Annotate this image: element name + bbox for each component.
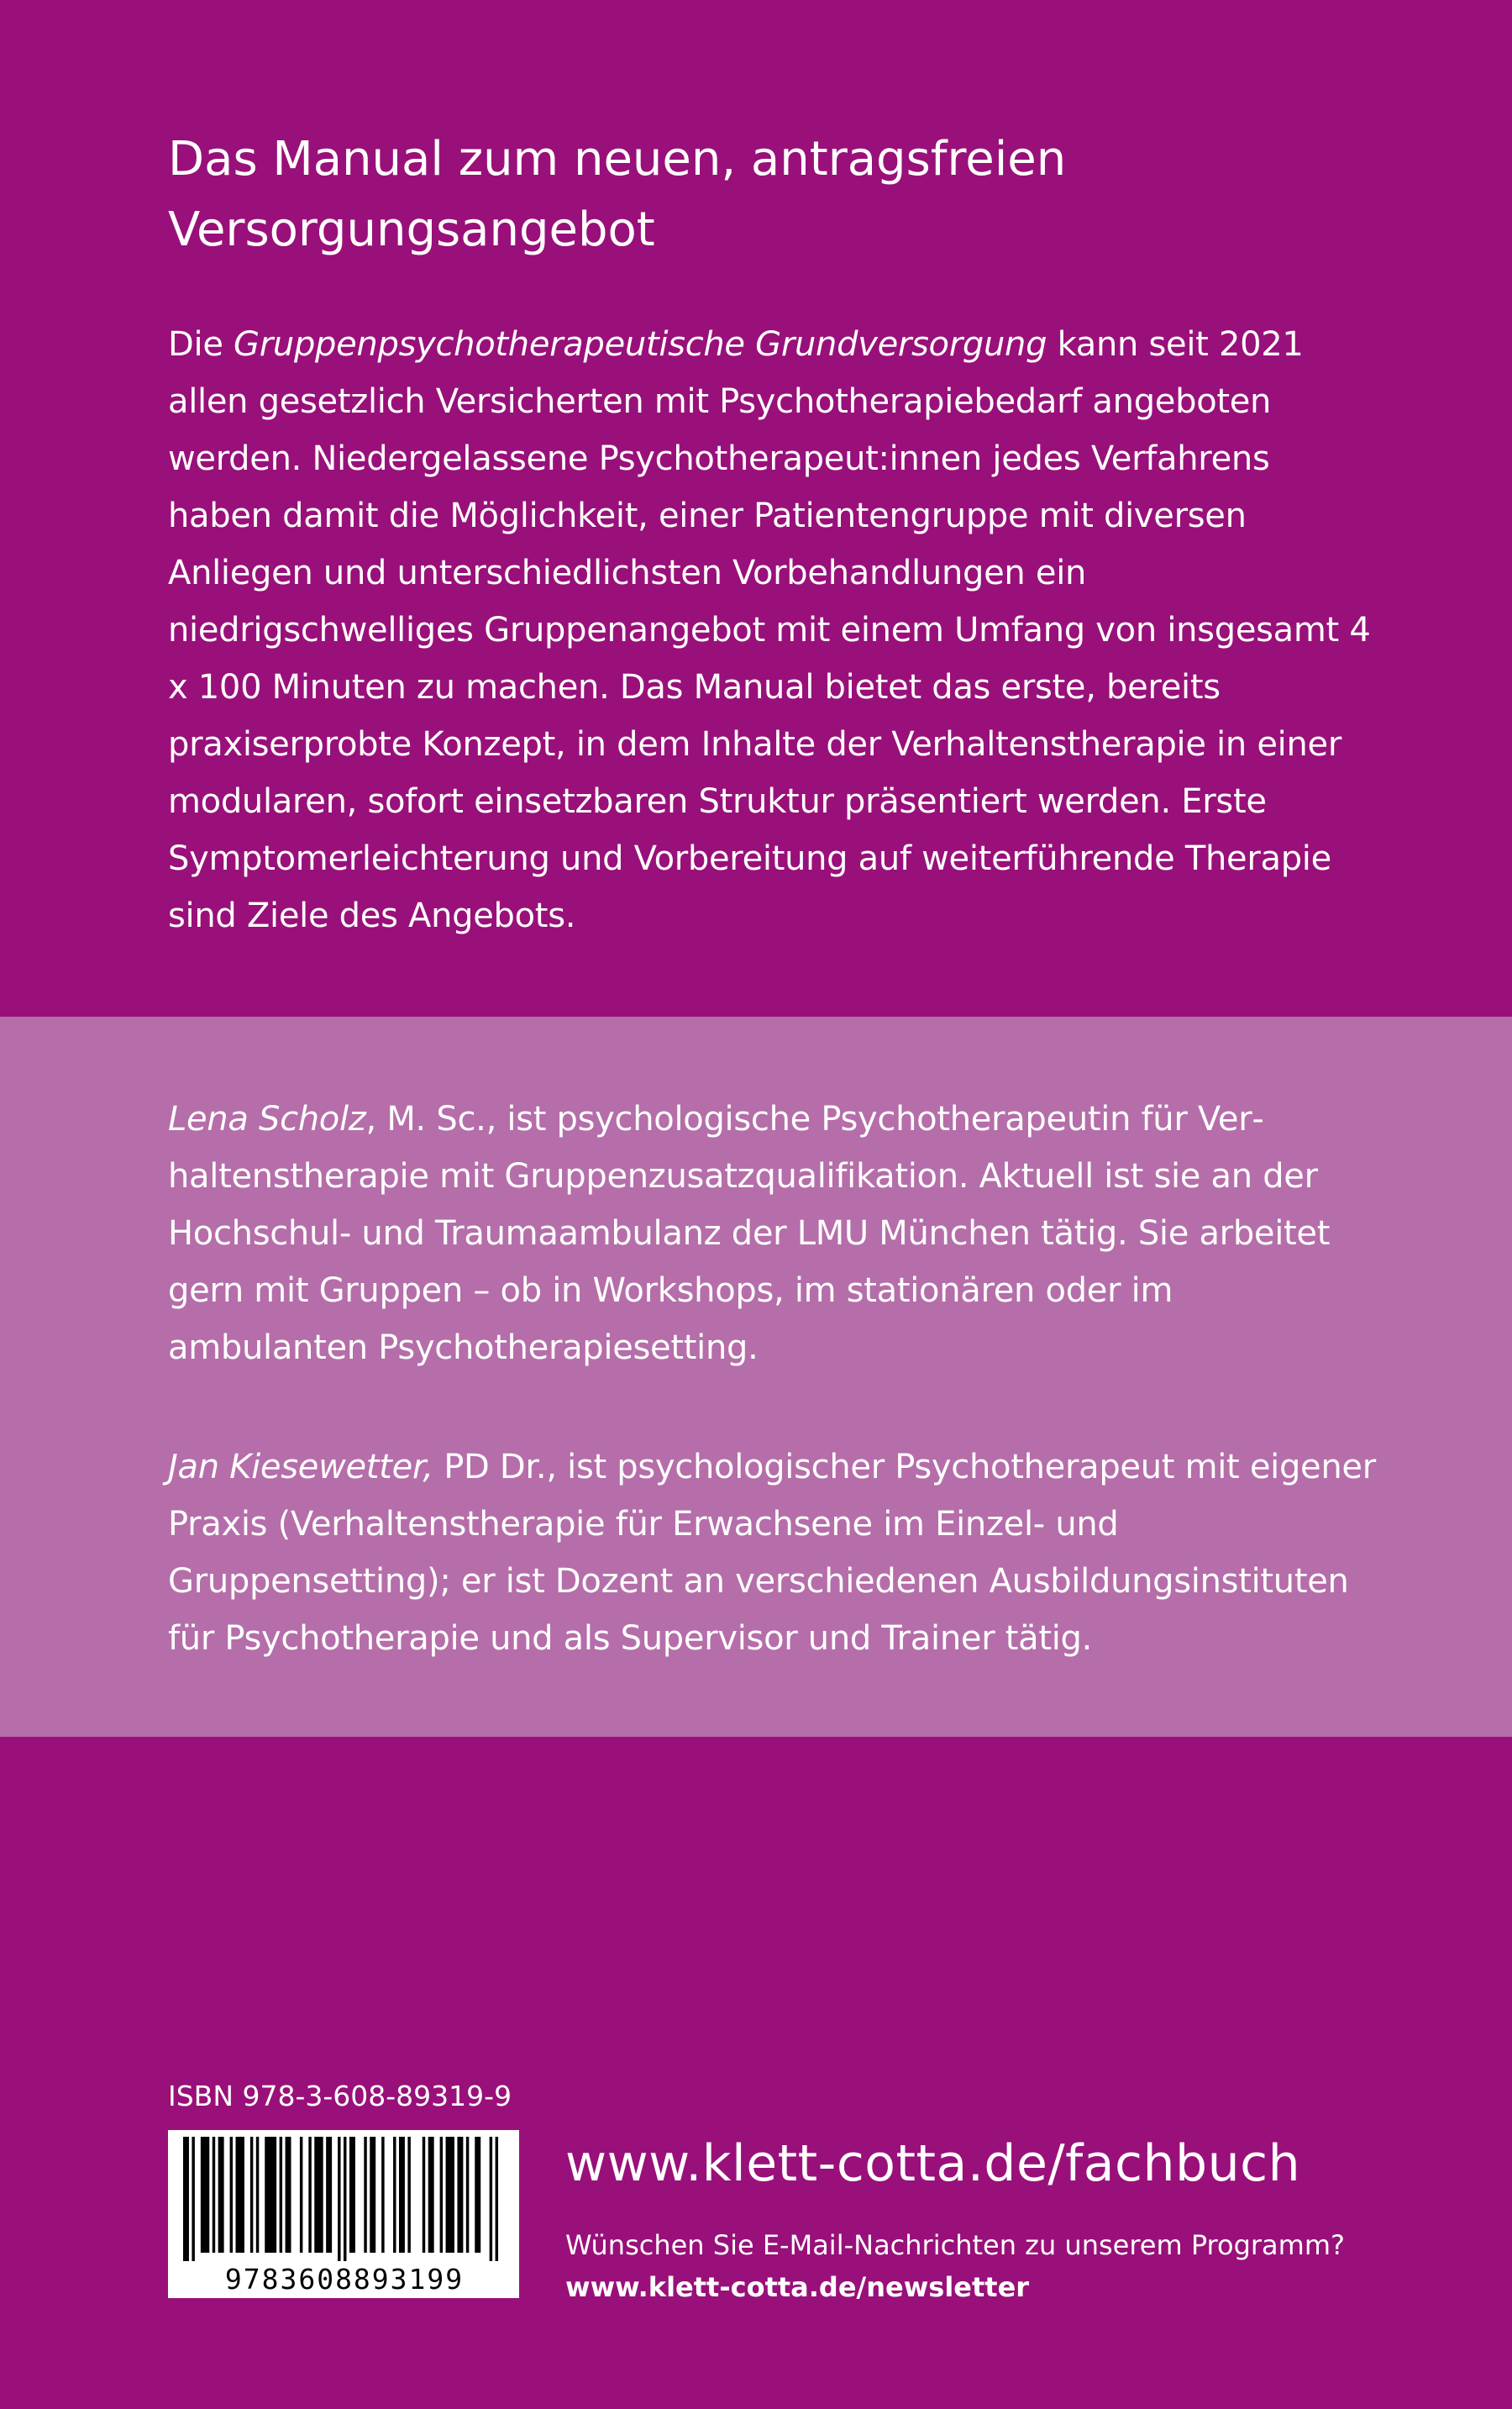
description-italic-term: Gruppenpsychotherapeutische Grundversorgung xyxy=(234,325,1047,364)
barcode-bar xyxy=(349,2137,355,2253)
barcode-bar xyxy=(364,2137,366,2253)
description-prefix: Die xyxy=(168,325,234,364)
barcode-bar xyxy=(250,2137,253,2253)
title-line-2: Versorgungsangebot xyxy=(168,203,655,257)
barcode-bar xyxy=(286,2137,291,2253)
barcode-bar xyxy=(192,2137,194,2261)
barcode-bar xyxy=(457,2137,463,2253)
barcode-bar xyxy=(490,2137,492,2261)
description-body: kann seit 2021 allen gesetzlich Versicherten mit Psychotherapiebedarf angeboten werden. Niedergelassene Psychotherapeut:innen jedes Verfahrens haben damit die Möglichkeit, einer Patientengruppe mit diversen Anliegen und unterschiedlichsten Vorbehandlungen ein niedrigschwelliges Gruppenangebot mit einem Umfang von insgesamt 4 x 100 Minuten zu machen. Das Manual bietet das erste, bereits praxiserprobte Konzept, in dem Inhalte der Verhaltenstherapie in einer modularen, sofort einsetzbaren Struktur präsentiert werden. Erste Symptomerleichterung und Vorbereitung auf weiterführende Therapie sind Ziele des Angebots. xyxy=(168,325,1371,935)
barcode-bar xyxy=(475,2137,480,2253)
title-line-1: Das Manual zum neuen, antragsfreien xyxy=(168,132,1067,187)
barcode-bar xyxy=(407,2137,410,2253)
barcode-bar xyxy=(466,2137,469,2253)
barcode-bar xyxy=(326,2137,332,2253)
barcode-bar xyxy=(399,2137,405,2253)
barcode-bar xyxy=(308,2137,311,2253)
barcode-bar xyxy=(230,2137,233,2253)
barcode-bar xyxy=(201,2137,209,2253)
barcode-bar xyxy=(496,2137,498,2261)
barcode-bar xyxy=(300,2137,302,2253)
barcode-bar xyxy=(218,2137,224,2253)
author-bio-text: PD Dr., ist psychologischer Psychotherapeut mit eigener Praxis (Verhaltenstherapie für Erwachsene im Einzel- und Gruppensetting); er ist Dozent an verschiedenen Ausbildungsinstituten für Psychotherapie und als Supervisor und Trainer tätig. xyxy=(168,1448,1376,1658)
barcode-bar xyxy=(370,2137,375,2253)
barcode-bar xyxy=(280,2137,282,2253)
page-title xyxy=(168,124,1361,266)
barcode-bar xyxy=(344,2137,346,2261)
author-bio-scholz xyxy=(168,1091,1378,1376)
barcode-bar xyxy=(381,2137,384,2253)
barcode-bar xyxy=(338,2137,340,2261)
barcode-bar xyxy=(446,2137,454,2253)
barcode-bar xyxy=(440,2137,443,2253)
barcode-bar xyxy=(314,2137,323,2253)
author-name: Lena Scholz xyxy=(168,1100,366,1139)
newsletter-url[interactable]: www.klett-cotta.de/newsletter xyxy=(565,2271,1030,2303)
barcode-bar xyxy=(265,2137,276,2253)
barcode-bar xyxy=(423,2137,425,2253)
barcode-bar xyxy=(428,2137,434,2253)
author-bio-kiesewetter xyxy=(168,1439,1378,1667)
author-bio-text: , M. Sc., ist psychologische Psychotherapeutin für Verhaltenstherapie mit Gruppenzusatzqualifikation. Aktuell ist sie an der Hochschul- und Traumaambulanz der LMU München tätig. Sie arbeitet gern mit Gruppen – ob in Workshops, im stationären oder im ambulanten Psychotherapiesetting. xyxy=(168,1100,1331,1367)
barcode-bar xyxy=(183,2137,189,2261)
barcode-bars xyxy=(183,2137,504,2261)
barcode-bar xyxy=(236,2137,244,2253)
barcode-digits: 9783608893199 xyxy=(224,2263,465,2296)
newsletter-question: Wünschen Sie E-Mail-Nachrichten zu unserem Programm? xyxy=(565,2229,1345,2261)
book-description xyxy=(168,316,1378,944)
barcode-bar xyxy=(393,2137,396,2253)
author-name: Jan Kiesewetter, xyxy=(168,1448,433,1486)
barcode-bar xyxy=(256,2137,259,2253)
publisher-url[interactable]: www.klett-cotta.de/fachbuch xyxy=(565,2134,1301,2193)
barcode xyxy=(168,2130,519,2298)
isbn-label: ISBN 978-3-608-89319-9 xyxy=(168,2080,512,2112)
barcode-bar xyxy=(213,2137,215,2253)
